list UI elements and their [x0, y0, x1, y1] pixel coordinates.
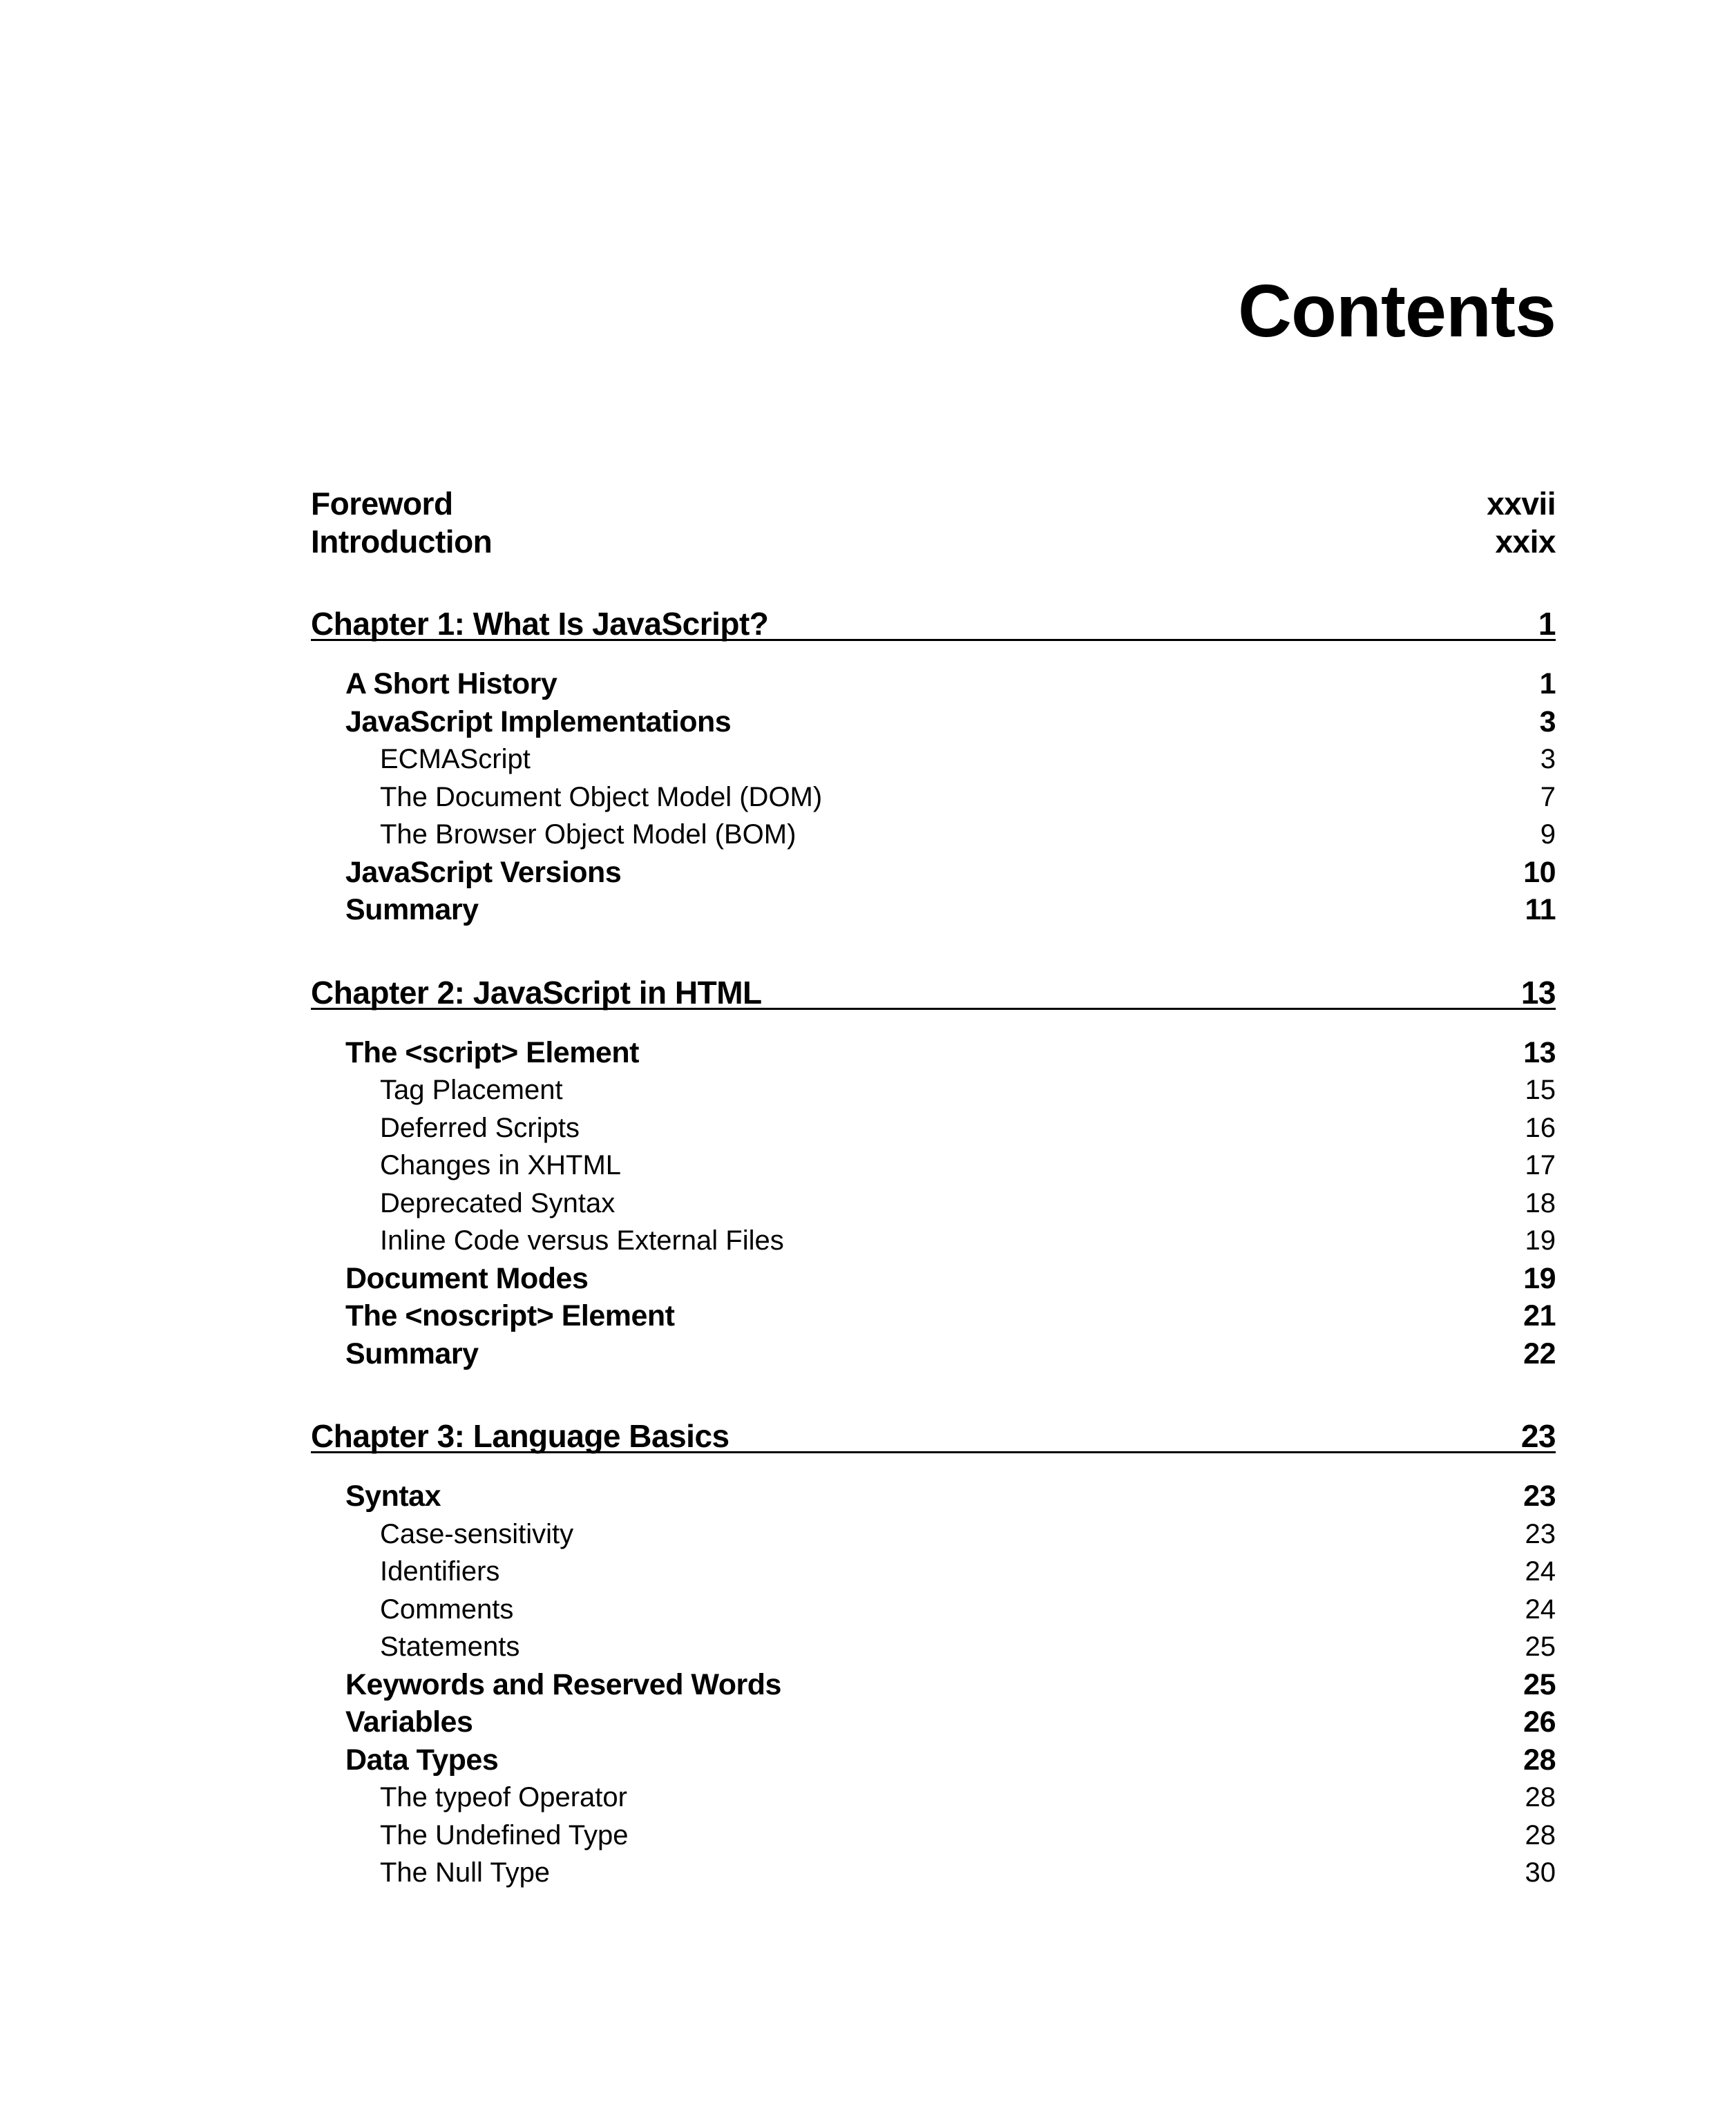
toc-subentry[interactable] [311, 740, 1556, 778]
toc-entry-label: Introduction [311, 523, 493, 559]
toc-entry-page: 23 [1525, 1518, 1556, 1549]
toc-entry-page: 26 [1523, 1705, 1556, 1739]
toc-entry-foreword[interactable] [311, 485, 1556, 523]
toc-entry-label: Data Types [345, 1743, 499, 1777]
toc-subentry[interactable] [311, 1071, 1556, 1109]
chapter-page: 23 [1520, 1418, 1556, 1454]
toc-entry[interactable] [311, 1297, 1556, 1335]
toc-subentry[interactable] [311, 1109, 1556, 1147]
toc-entry-label: The Document Object Model (DOM) [380, 781, 823, 812]
toc-entry-label: Syntax [345, 1480, 441, 1513]
toc-entry-label: Comments [380, 1594, 514, 1625]
chapter-page: 13 [1520, 974, 1556, 1011]
toc-entry-label: The <script> Element [345, 1035, 639, 1069]
toc-entry-page: 19 [1523, 1261, 1556, 1295]
toc-entry[interactable] [311, 1477, 1556, 1515]
toc-entry-label: Inline Code versus External Files [380, 1225, 784, 1256]
toc-subentry[interactable] [311, 1553, 1556, 1591]
toc-entry-label: Summary [345, 1337, 479, 1370]
toc-chapter-1[interactable] [311, 603, 1556, 644]
page-title: Contents [1238, 269, 1556, 352]
toc-entry-page: 21 [1523, 1299, 1556, 1332]
toc-entry[interactable] [311, 1741, 1556, 1779]
toc-entry-label: Deprecated Syntax [380, 1187, 616, 1218]
toc-subentry[interactable] [311, 1147, 1556, 1185]
chapter-title: Chapter 1: What Is JavaScript? [311, 606, 769, 642]
toc-entry-page: 23 [1523, 1480, 1556, 1513]
toc-entry[interactable] [311, 891, 1556, 929]
toc-entry-page: 24 [1525, 1556, 1556, 1587]
toc-entry-label: ECMAScript [380, 744, 531, 774]
toc-subentry[interactable] [311, 1854, 1556, 1892]
toc-subentry[interactable] [311, 1185, 1556, 1223]
toc-entry-page: 15 [1525, 1075, 1556, 1105]
toc-entry-label: The Browser Object Model (BOM) [380, 819, 797, 850]
toc-entry-page: xxix [1495, 523, 1556, 559]
toc-subentry[interactable] [311, 1779, 1556, 1817]
toc-subentry[interactable] [311, 1628, 1556, 1666]
toc-entry-page: 3 [1539, 705, 1556, 738]
toc-entry-page: 17 [1525, 1150, 1556, 1180]
toc-chapter-3[interactable] [311, 1415, 1556, 1457]
toc-entry-page: 13 [1523, 1035, 1556, 1069]
toc-entry[interactable] [311, 1335, 1556, 1373]
toc-entry-label: Foreword [311, 486, 453, 522]
toc-entry-label: Variables [345, 1705, 473, 1739]
toc-entry-page: xxvii [1487, 486, 1556, 522]
toc-entry-label: The <noscript> Element [345, 1299, 675, 1332]
toc-entry-label: Statements [380, 1632, 520, 1662]
toc-entry-introduction[interactable] [311, 523, 1556, 561]
chapter-page: 1 [1538, 606, 1556, 642]
toc-entry-page: 11 [1525, 893, 1556, 926]
toc-entry-page: 16 [1525, 1112, 1556, 1143]
toc-entry-page: 22 [1523, 1337, 1556, 1370]
toc-entry-page: 28 [1525, 1782, 1556, 1812]
table-of-contents [311, 485, 1556, 1892]
toc-entry[interactable] [311, 854, 1556, 892]
toc-entry-page: 28 [1523, 1743, 1556, 1777]
toc-entry-page: 30 [1525, 1857, 1556, 1888]
toc-entry-label: Deferred Scripts [380, 1112, 580, 1143]
toc-entry-label: Tag Placement [380, 1075, 563, 1105]
toc-entry[interactable] [311, 1703, 1556, 1741]
toc-entry-page: 24 [1525, 1594, 1556, 1625]
chapter-title: Chapter 3: Language Basics [311, 1418, 729, 1454]
chapter-title: Chapter 2: JavaScript in HTML [311, 974, 762, 1011]
toc-entry-page: 9 [1540, 819, 1556, 850]
toc-entry-label: The typeof Operator [380, 1782, 627, 1812]
toc-entry-label: Document Modes [345, 1261, 589, 1295]
toc-entry[interactable] [311, 665, 1556, 703]
toc-entry-label: Summary [345, 893, 479, 926]
toc-entry-label: Changes in XHTML [380, 1150, 622, 1180]
toc-subentry[interactable] [311, 1591, 1556, 1629]
toc-entry-page: 28 [1525, 1819, 1556, 1850]
toc-entry-label: The Null Type [380, 1857, 551, 1888]
toc-entry-label: A Short History [345, 667, 557, 700]
toc-entry-label: The Undefined Type [380, 1819, 629, 1850]
toc-entry-page: 18 [1525, 1187, 1556, 1218]
toc-entry[interactable] [311, 1034, 1556, 1072]
toc-entry-label: JavaScript Versions [345, 855, 622, 889]
toc-entry-label: Identifiers [380, 1556, 500, 1587]
toc-subentry[interactable] [311, 778, 1556, 816]
toc-subentry[interactable] [311, 1222, 1556, 1260]
toc-entry-page: 1 [1539, 667, 1556, 700]
toc-entry-page: 19 [1525, 1225, 1556, 1256]
toc-subentry[interactable] [311, 816, 1556, 854]
toc-entry-page: 3 [1540, 744, 1556, 774]
toc-entry-label: Keywords and Reserved Words [345, 1667, 781, 1701]
toc-subentry[interactable] [311, 1817, 1556, 1855]
toc-entry-page: 7 [1540, 781, 1556, 812]
toc-entry[interactable] [311, 703, 1556, 741]
toc-entry-page: 10 [1523, 855, 1556, 889]
toc-entry-page: 25 [1523, 1667, 1556, 1701]
toc-entry-page: 25 [1525, 1632, 1556, 1662]
toc-entry-label: JavaScript Implementations [345, 705, 732, 738]
toc-subentry[interactable] [311, 1515, 1556, 1553]
toc-chapter-2[interactable] [311, 972, 1556, 1013]
toc-entry-label: Case-sensitivity [380, 1518, 574, 1549]
toc-entry[interactable] [311, 1666, 1556, 1704]
toc-entry[interactable] [311, 1260, 1556, 1298]
